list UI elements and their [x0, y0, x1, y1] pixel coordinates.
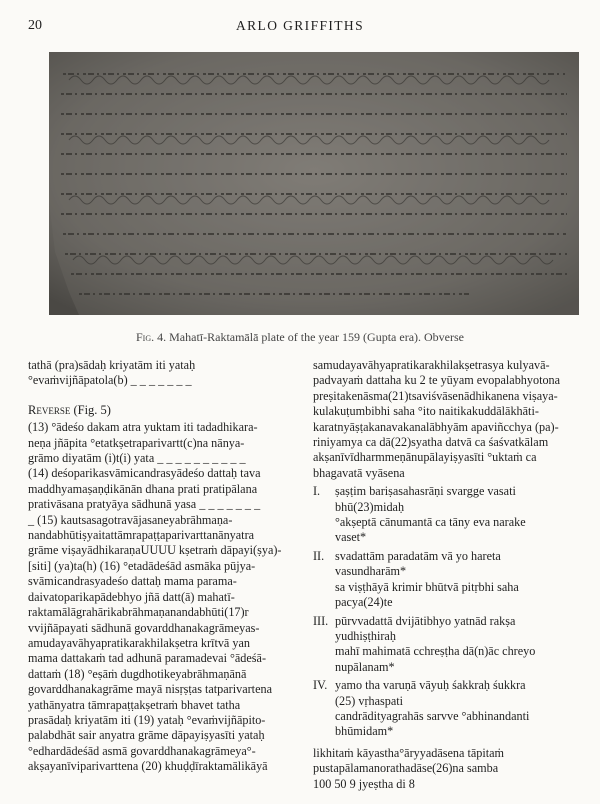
text-line: neṇa jñāpita °etatkṣetraparivartt(c)na nānya- [28, 435, 245, 450]
verse-line: yudhiṣṭhiraḥ [335, 628, 396, 643]
verse-number: III. [313, 613, 329, 628]
text-line: grāmo diyatām (i)t(i) yata _ _ _ _ _ _ _ _ _ _ [28, 451, 246, 466]
text-line: palabdhāt sair anyatra grāme dāpayiṣyasīti yataḥ [28, 728, 265, 743]
verse-line: candrādityagrahās sarvve °abhinandanti [335, 708, 530, 723]
right-column [313, 358, 578, 792]
verse-line: bhū(23)midaḥ [335, 499, 405, 514]
text-line: akṣanīvīdharmmeṇānupālayiṣyasīti °uktaṁ ca [313, 450, 537, 465]
verse-number: II. [313, 548, 325, 563]
intro-line: tathā (pra)sādaḥ kriyatām iti yataḥ [28, 358, 196, 372]
verse-number: IV. [313, 678, 328, 693]
text-line: prativāsana pratyāya sādhunā yasa _ _ _ _ _ _ _ [28, 497, 261, 512]
text-line: grāme viṣayādhikaraṇaUUUU kṣetraṁ dāpayi(ṣya)- [28, 543, 282, 558]
caption-label: Fig. [136, 330, 155, 344]
text-line: (14) deśoparikasvāmicandrasyādeśo dattaḥ tava [28, 466, 261, 481]
verse-line: ṣaṣṭim bariṣasahasrāṇi svargge vasati [335, 484, 516, 499]
text-line: samudayavāhyapratikarakhilakṣetrasya kulyavā- [313, 358, 550, 372]
verse-line: bhūmidam* [335, 724, 394, 739]
page-number: 20 [28, 18, 42, 33]
verse-number: I. [313, 484, 321, 499]
text-line: akṣayanīviparivarttena (20) khuḍḍīraktamālikāyā [28, 759, 268, 774]
text-line: amudayavāhyapratikarakhilakṣetra krītvā yan [28, 635, 250, 650]
text-line: yathānyatra tāmrapaṭṭakṣetraṁ bhavet tatha [28, 697, 241, 712]
verse-line: pūrvvadattā dvijātibhyo yatnād rakṣa [335, 613, 516, 628]
verse-line: sa viṣṭhāyā krimir bhūtvā pitṛbhi saha [335, 579, 519, 594]
verse-1 [313, 484, 578, 546]
text-line: preṣitakenāsma(21)tsaviśvāsenādhikanena viṣaya- [313, 388, 558, 403]
figure-caption [0, 330, 600, 345]
text-line: daivatoparikapādebhyo jñā datt(ā) mahatī- [28, 589, 235, 604]
text-line: maddhyamaṣaṇḍikānān dhana prati pratipālana [28, 481, 258, 496]
verse-4 [313, 678, 578, 740]
verse-line: vaset* [335, 530, 367, 545]
reverse-figure-ref: (Fig. 5) [73, 402, 111, 417]
intro-line: °evaṁvijñāpatola(b) _ _ _ _ _ _ _ [28, 373, 192, 388]
copper-plate-photo [49, 52, 579, 315]
text-line: riniyamya ca dā(22)syatha datvā ca śaśvatkālam [313, 435, 549, 450]
verse-line: °akṣeptā cānumantā ca tāny eva narake [335, 515, 526, 530]
verse-2 [313, 549, 578, 611]
plate-edge [49, 52, 579, 315]
text-line: raktamālāgrahārikabrāhmaṇanandabhūti(17)r [28, 605, 249, 620]
reverse-heading-label: Reverse [28, 402, 71, 417]
caption-text: 4. Mahatī-Raktamālā plate of the year 159 (Gupta era). Obverse [157, 330, 464, 344]
text-line: °edhardādeśād asmā govarddhanakagrāmeya°- [28, 743, 256, 758]
text-line: bhagavatā vyāsena [313, 465, 405, 480]
verse-line: (25) vṛhaspati [335, 693, 404, 708]
colophon-line: 100 50 9 jyeṣtha di 8 [313, 776, 415, 791]
text-line: kulakuṭumbibhi saha °ito naitikakuddālākhāti- [313, 404, 539, 419]
text-line: dattaṁ (18) °eṣāṁ dugdhotikeyabrāhmaṇānā [28, 666, 247, 681]
left-column [28, 358, 298, 775]
text-line: vvijñāpayati sādhunā govarddhanakagrāmeyas- [28, 620, 260, 635]
text-line: padvayaṁ dattaha ku 2 te yūyam evopalabhyotona [313, 373, 561, 388]
text-line: mama dattakaṁ tad adhunā paramadevai °ādeśā- [28, 651, 267, 666]
verse-line: mahī mahimatā cchreṣṭha dā(n)āc chreyo [335, 644, 536, 659]
verse-line: vasundharām* [335, 564, 407, 579]
verse-line: nupālanam* [335, 659, 395, 674]
page-header [28, 18, 572, 36]
colophon-line: likhitaṁ kāyastha°āryyadāsena tāpitaṁ [313, 745, 505, 760]
colophon-line: pustapālamanorathadāse(26)na samba [313, 761, 499, 776]
text-line: svāmicandrasyadeśo dattaḥ mama parama- [28, 574, 237, 589]
text-line: [siti] (ya)ta(h) (16) °etadādeśād asmāka pūjya- [28, 558, 256, 573]
running-head: ARLO GRIFFITHS [236, 18, 364, 33]
text-line: nandabhūtiṣyaitattāmrapaṭṭaparivarttanānyatra [28, 528, 255, 543]
reverse-heading [28, 403, 298, 418]
verse-3 [313, 614, 578, 676]
verse-line: pacya(24)te [335, 595, 393, 610]
text-line: prasādaḥ kriyatām iti (19) yataḥ °evaṁvijñāpito- [28, 712, 266, 727]
text-line: (13) °ādeśo dakam atra yuktam iti tadadhikara- [28, 420, 258, 435]
verse-line: svadattām paradatām vā yo hareta [335, 548, 501, 563]
verse-line: yamo tha varuṇā vāyuḥ śakkraḥ śukkra [335, 678, 526, 693]
text-line: govarddhanakagrāme mayā nisṛṣṭas tatparivartena [28, 682, 272, 697]
text-line: karatnyāṣṭakanavakanalābhyām apaviñcchya (pa)- [313, 419, 559, 434]
text-line: _ (15) kautsasagotravājasaneyabrāhmaṇa- [28, 512, 233, 527]
